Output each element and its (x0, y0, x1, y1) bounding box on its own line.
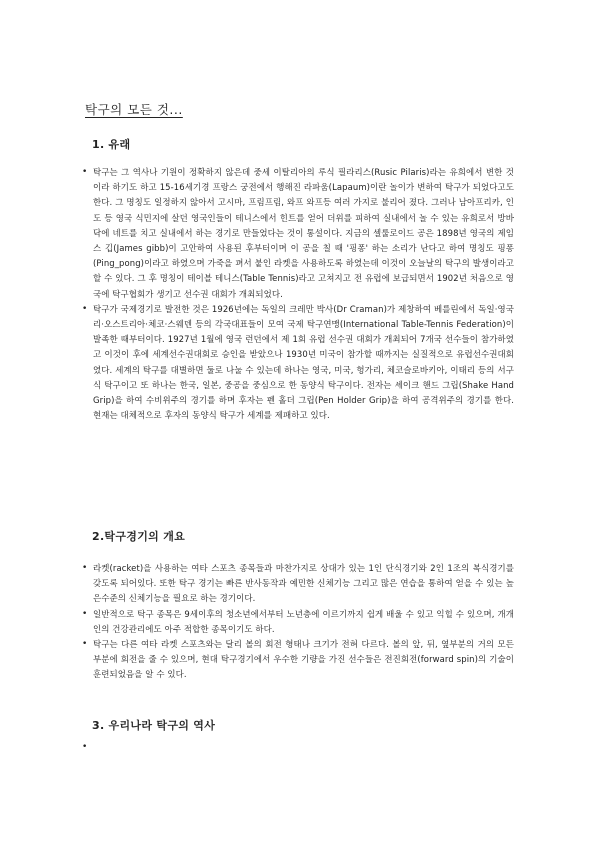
section-heading-origin: 1. 유래 (92, 138, 131, 151)
section-heading-overview: 2.탁구경기의 개요 (92, 530, 186, 543)
list-item (82, 740, 514, 755)
section-origin-list (82, 165, 514, 423)
list-item: • 일반적으로 탁구 종목은 9세이후의 청소년에서부터 노년층에 이르기까지 쉽게 배울 수 있고 익힐 수 있으며, 개개인의 건강관리에도 아주 적합한 종목이기도 하다. (82, 607, 514, 637)
document-title: 탁구의 모든 것... (85, 102, 183, 117)
list-item: • 라켓(racket)을 사용하는 여타 스포츠 종목들과 마찬가지로 상대가 있는 1인 단식경기와 2인 1조의 복식경기를 갖도록 되어있다. 또한 탁구 경기는 빠른 반사동작과 예민한 신체기능 그리고 많은 연습을 통하여 얻을 수 있는 높은수준의 신체기능을 필요로 하는 경기이다. (82, 561, 514, 607)
section-korea-history-list (82, 740, 514, 755)
list-item: • 탁구는 다른 여타 라켓 스포츠와는 달리 볼의 회전 형태나 크기가 전혀 다르다. 볼의 앞, 뒤, 옆부분의 거의 모든 부분에 회전을 줄 수 있으며, 현대 탁구경기에서 우수한 기량을 가진 선수들은 전진회전(forward spin)의 기술이 훈련되었음을 알 수 있다. (82, 637, 514, 683)
list-item: • 탁구는 그 역사나 기원이 정확하지 않은데 중세 이탈리아의 루식 필라리스(Rusic Pilaris)라는 유희에서 변한 것이라 하기도 하고 15-16세기경 프랑스 궁전에서 행해진 라파움(Lapaum)이란 놀이가 변하여 탁구가 되었다고도 한다. 그 명칭도 일정하지 않아서 고시마, 프림프림, 와프 와프등 여러 가지로 불리어 졌다. 그러나 남아프리카, 인도 등 영국 식민지에 살던 영국인들이 테니스에서 힌트를 얻어 더위를 피하여 실내에서 놀 수 있는 유희로서 방바닥에 네트를 치고 실내에서 하는 경기로 만들었다는 것이 통설이다. 지금의 셀룰로이드 공은 1898년 영국의 제임스 깁(James gibb)이 고안하여 사용된 후부터이며 이 공을 칠 때 '핑퐁' 하는 소리가 난다고 하여 명칭도 핑퐁(Ping_pong)이라고 하였으며 가죽을 펴서 붙인 라켓을 사용하도록 하였는데 이것이 오늘날의 탁구의 발생이라고 할 수 있다. 그 후 명칭이 테이블 테니스(Table Tennis)라고 고쳐지고 전 유럽에 보급되면서 1902년 처음으로 영국에 탁구협회가 생기고 선수권 대회가 개최되었다. (82, 165, 514, 302)
list-item: • 탁구가 국제경기로 발전한 것은 1926년에는 독일의 크레만 박사(Dr Craman)가 제창하여 베를린에서 독일·영국 리·오스트리아·체코·스웨덴 등의 각국대표들이 모여 국제 탁구연맹(International Table-Tennis Federation)이 발족한 때부터이다. 1927년 1월에 영국 런던에서 제 1회 유럽 선수권 대회가 개최되어 7개국 선수들이 참가하였고 이것이 후에 세계선수권대회로 승인을 받았으나 1930년 미국이 참가할 때까지는 실질적으로 유럽선수권대회였다. 세계의 탁구를 대별하면 둘로 나눌 수 있는데 하나는 영국, 미국, 헝가리, 체코슬로바키아, 이태리 등의 서구식 탁구이고 또 하나는 한국, 일본, 중공을 중심으로 한 동양식 탁구이다. 전자는 셰이크 핸드 그립(Shake Hand Grip)을 하여 수비위주의 경기를 하며 후자는 펜 홀더 그립(Pen Holder Grip)을 하여 공격위주의 경기를 한다. 현재는 대체적으로 후자의 동양식 탁구가 세계를 제패하고 있다. (82, 302, 514, 424)
section-overview-list (82, 561, 514, 683)
section-heading-korea-history: 3. 우리나라 탁구의 역사 (92, 719, 216, 732)
